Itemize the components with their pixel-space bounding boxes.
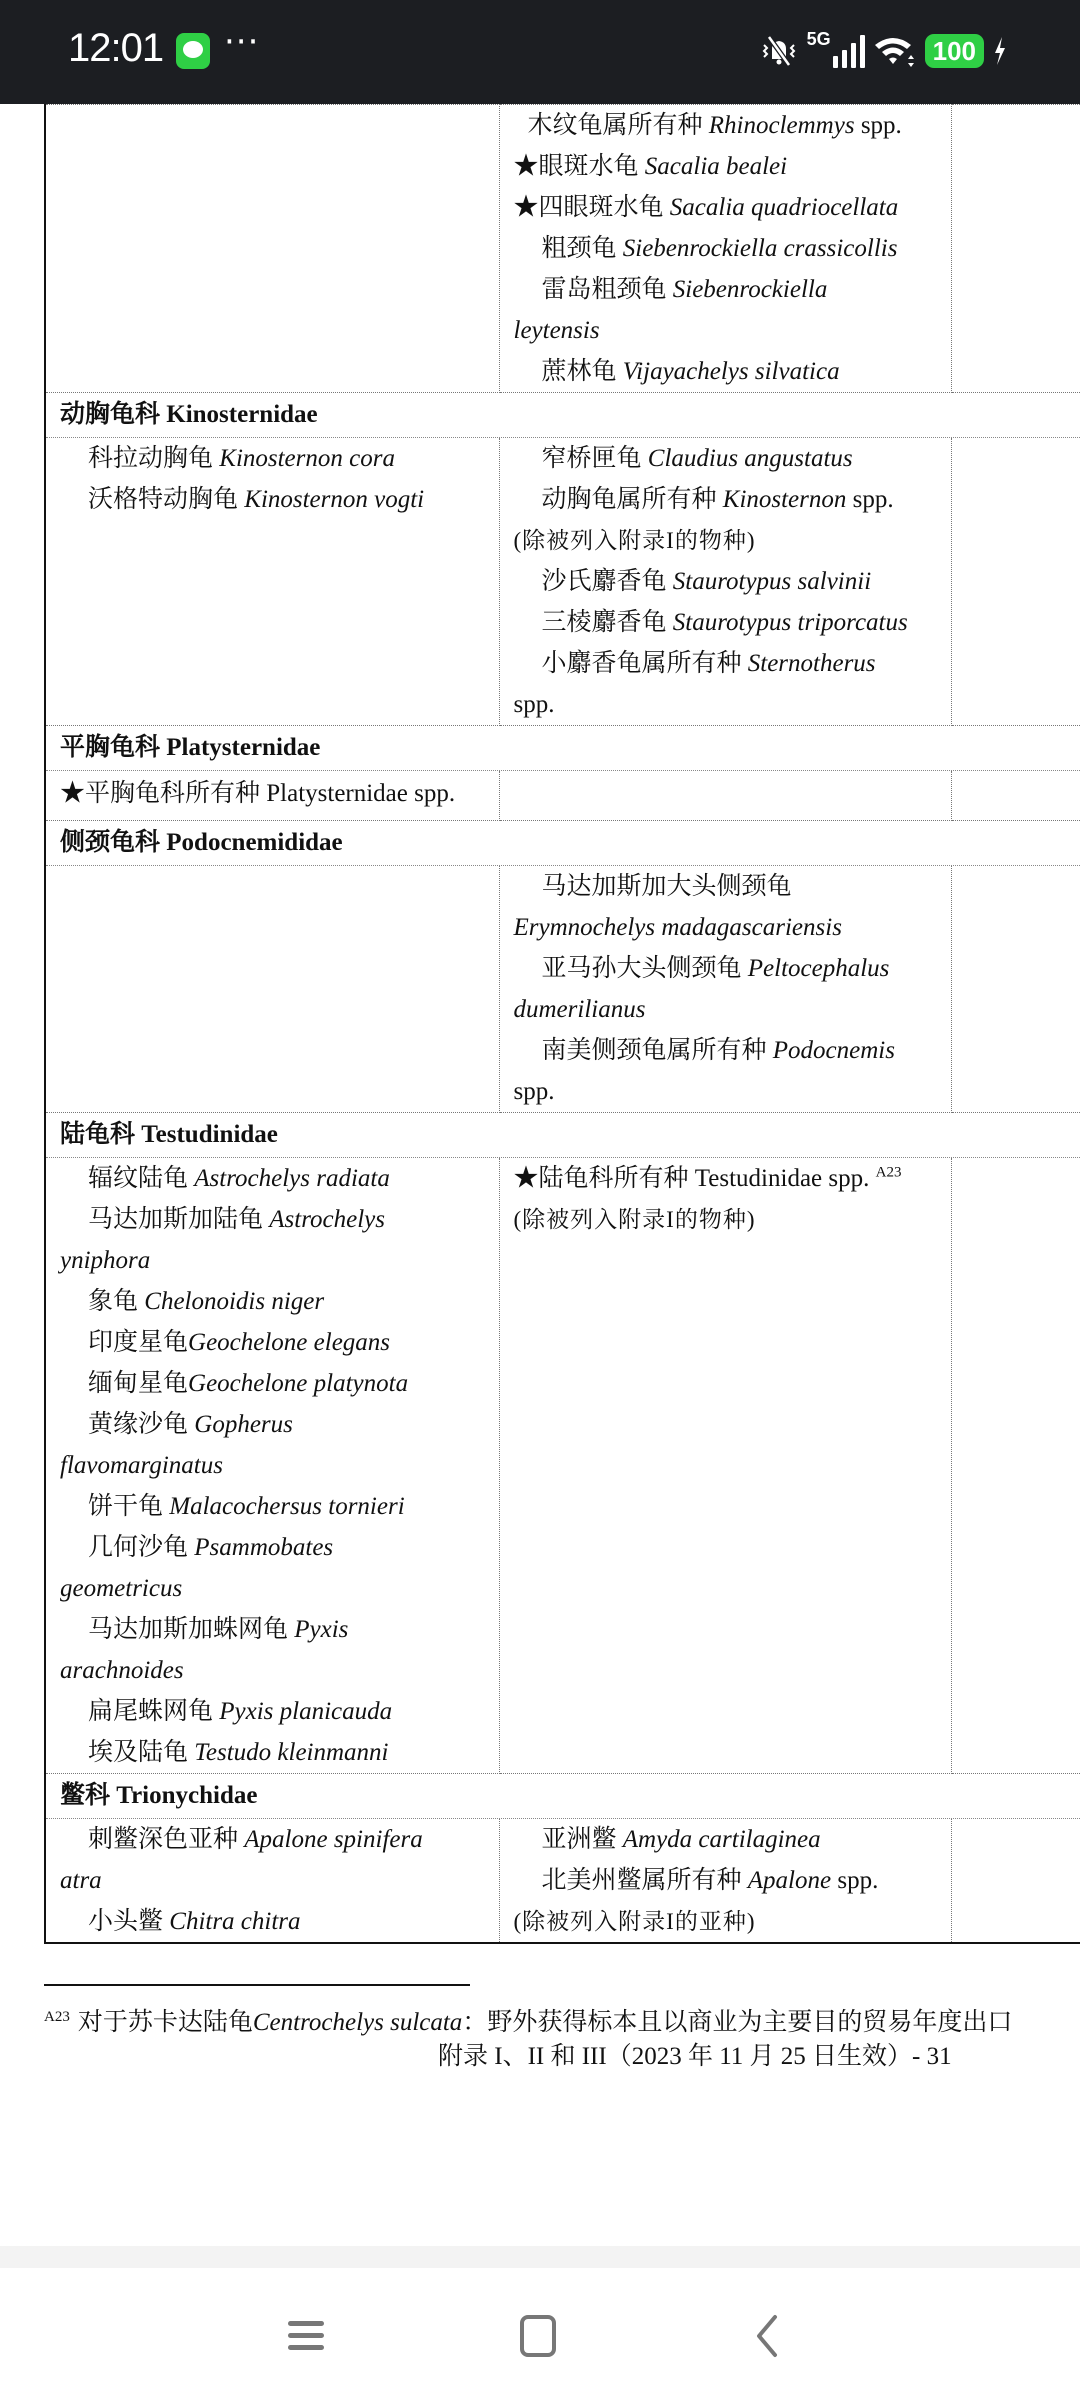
- species-entry: [514, 1199, 937, 1240]
- common-name: 南美侧颈龟属所有种: [541, 1037, 773, 1064]
- scientific-name: Testudo kleinmanni: [194, 1739, 389, 1766]
- scientific-name: Staurotypus salvinii: [672, 568, 872, 595]
- scientific-name: Erymnochelys madagascariensis: [513, 914, 842, 941]
- common-name: 印度星龟: [88, 1329, 189, 1356]
- scientific-name: Claudius angustatus: [647, 445, 853, 472]
- appendix-i-cell: [45, 866, 499, 1113]
- more-dots-icon: ···: [224, 22, 260, 62]
- appendix-i-cell: [45, 1158, 499, 1774]
- species-entry: [60, 1281, 485, 1322]
- page-gap: [0, 2246, 1080, 2268]
- family-title: [45, 1113, 1080, 1158]
- common-name: 眼斑水龟: [538, 153, 645, 180]
- family-name-cn: 动胸龟科: [60, 401, 161, 428]
- family-name-cn: 平胸龟科: [60, 734, 161, 761]
- star-marker: ★: [513, 194, 539, 221]
- species-entry: [60, 1819, 485, 1860]
- common-name: 马达加斯加陆龟: [88, 1206, 270, 1233]
- family-title: [45, 393, 1080, 438]
- appendix-iii-cell: [951, 438, 1080, 726]
- common-name: 埃及陆龟: [88, 1739, 195, 1766]
- species-entry: [514, 1860, 937, 1901]
- scientific-name: Malacochersus tornieri: [169, 1493, 405, 1520]
- scientific-name: Pyxis planicauda: [219, 1698, 393, 1725]
- scientific-name: Pyxis: [294, 1616, 349, 1643]
- common-name: 亚洲鳖: [541, 1826, 623, 1853]
- home-icon: [518, 2314, 558, 2358]
- scientific-name: Chitra chitra: [169, 1908, 301, 1935]
- system-status-icons: [759, 28, 1008, 74]
- scientific-name: yniphora: [60, 1247, 151, 1274]
- species-entry: [60, 1486, 485, 1527]
- appendix-iii-cell: [951, 1819, 1080, 1944]
- species-entry: [60, 1404, 485, 1445]
- scientific-name: leytensis: [513, 317, 600, 344]
- appendix-ii-cell: [499, 1158, 951, 1774]
- species-row: [45, 1819, 1080, 1944]
- species-row: [45, 438, 1080, 726]
- species-row: [45, 771, 1080, 821]
- family-name-en: Platysternidae: [166, 734, 321, 761]
- common-name: 动胸龟属所有种: [541, 486, 723, 513]
- family-name-en: Podocnemididae: [166, 829, 343, 856]
- common-name: 木纹龟属所有种: [527, 112, 709, 139]
- species-entry: [514, 479, 937, 520]
- family-name-en: Trionychidae: [116, 1782, 258, 1809]
- species-entry: [60, 1609, 485, 1650]
- scientific-name: Kinosternon: [722, 486, 847, 513]
- common-name: 沙氏麝香龟: [541, 568, 673, 595]
- common-name: 马达加斯加大头侧颈龟: [541, 873, 792, 900]
- species-entry: [514, 187, 937, 228]
- common-name: 亚马孙大头侧颈龟: [541, 955, 748, 982]
- footnote-divider: [44, 1984, 470, 1986]
- vibrate-mute-icon: [759, 31, 799, 71]
- appendix-ii-cell: [499, 771, 951, 821]
- species-entry: [60, 438, 485, 479]
- navigation-bar: [0, 2268, 1080, 2400]
- common-name: 窄桥匣龟: [541, 445, 648, 472]
- common-name: 小麝香龟属所有种: [541, 650, 748, 677]
- scientific-name: Astrochelys: [269, 1206, 385, 1233]
- scientific-name: Peltocephalus: [747, 955, 890, 982]
- family-name-en: Testudinidae: [141, 1121, 278, 1148]
- family-name-cn: 鳖科: [60, 1782, 111, 1809]
- common-name: 雷岛粗颈龟: [541, 276, 673, 303]
- table-row-continuation: [45, 105, 1080, 393]
- appendix-i-cell: [45, 771, 499, 821]
- charging-icon: [992, 36, 1008, 66]
- common-name: 蔗林龟: [541, 358, 623, 385]
- common-name: 小头鳖: [88, 1908, 170, 1935]
- species-entry: [514, 643, 937, 684]
- back-icon: [751, 2314, 781, 2358]
- species-entry: [60, 1691, 485, 1732]
- star-marker: ★: [513, 153, 539, 180]
- appendix-ii-cell: [499, 1819, 951, 1944]
- species-entry: [514, 310, 937, 351]
- scientific-name: Apalone spinifera: [244, 1826, 423, 1853]
- common-name: 沃格特动胸龟: [88, 486, 245, 513]
- species-entry: [514, 1030, 937, 1071]
- species-entry: [60, 1199, 485, 1240]
- species-entry: [60, 1732, 485, 1773]
- scientific-name: Sacalia quadriocellata: [669, 194, 899, 221]
- name-suffix: spp.: [831, 1867, 879, 1894]
- common-name: 四眼斑水龟: [538, 194, 670, 221]
- species-entry: [60, 1240, 485, 1281]
- battery-icon: 100: [925, 34, 984, 68]
- common-name: 刺鳖深色亚种: [88, 1826, 245, 1853]
- family-header-row: [45, 821, 1080, 866]
- scientific-name: Sternotherus: [747, 650, 876, 677]
- common-name: spp.: [513, 1078, 555, 1105]
- name-suffix: spp.: [854, 112, 902, 139]
- scientific-name: Apalone: [747, 1867, 832, 1894]
- wifi-icon: [873, 33, 917, 69]
- common-name: 缅甸星龟: [88, 1370, 189, 1397]
- family-header-row: [45, 1113, 1080, 1158]
- species-entry: [514, 1071, 937, 1112]
- recents-icon: [286, 2316, 326, 2356]
- scientific-name: Geochelone platynota: [188, 1370, 409, 1397]
- network-type: 5G: [806, 28, 831, 49]
- family-title: [45, 726, 1080, 771]
- common-name: (除被列入附录I的亚种): [513, 1909, 756, 1934]
- species-row: [45, 866, 1080, 1113]
- scientific-name: Siebenrockiella: [672, 276, 828, 303]
- family-header-row: [45, 393, 1080, 438]
- scientific-name: Gopherus: [194, 1411, 293, 1438]
- common-name: 辐纹陆龟: [88, 1165, 195, 1192]
- common-name: 北美州鳖属所有种: [541, 1867, 748, 1894]
- family-name-cn: 陆龟科: [60, 1121, 136, 1148]
- species-entry: [60, 1901, 485, 1942]
- scientific-name: Podocnemis: [772, 1037, 895, 1064]
- common-name: 几何沙龟: [88, 1534, 195, 1561]
- scientific-name: Kinosternon cora: [219, 445, 395, 472]
- species-entry: [60, 771, 485, 817]
- species-row: [45, 1158, 1080, 1774]
- species-entry: [514, 602, 937, 643]
- species-entry: [514, 866, 937, 907]
- species-entry: [514, 269, 937, 310]
- scientific-name: Staurotypus triporcatus: [672, 609, 908, 636]
- species-entry: [514, 1158, 937, 1199]
- scientific-name: Geochelone elegans: [188, 1329, 391, 1356]
- scientific-name: Kinosternon vogti: [244, 486, 425, 513]
- common-name: 科拉动胸龟: [88, 445, 220, 472]
- status-time: 12:01: [68, 26, 164, 70]
- scientific-name: arachnoides: [60, 1657, 184, 1684]
- family-title: [45, 821, 1080, 866]
- scientific-name: Chelonoidis niger: [144, 1288, 325, 1315]
- species-entry: [514, 1901, 937, 1942]
- footnote-ref: A23: [875, 1164, 902, 1181]
- scientific-name: geometricus: [60, 1575, 183, 1602]
- species-entry: [60, 1363, 485, 1404]
- appendix-iii-cell: [951, 866, 1080, 1113]
- appendix-iii-cell: [951, 1158, 1080, 1774]
- common-name: ★平胸龟科所有种 Platysternidae spp.: [60, 780, 456, 807]
- appendix-i-cell: [45, 105, 499, 393]
- species-entry: [60, 1158, 485, 1199]
- scientific-name: dumerilianus: [513, 996, 646, 1023]
- species-entry: [60, 1527, 485, 1568]
- species-entry: [514, 228, 937, 269]
- species-entry: [60, 1445, 485, 1486]
- appendix-ii-cell: [499, 105, 951, 393]
- species-entry: [60, 1322, 485, 1363]
- status-bar: [0, 0, 1080, 104]
- scientific-name: flavomarginatus: [60, 1452, 223, 1479]
- common-name: (除被列入附录I的物种): [513, 528, 756, 553]
- scientific-name: Amyda cartilaginea: [622, 1826, 821, 1853]
- scientific-name: Vijayachelys silvatica: [622, 358, 840, 385]
- species-entry: [514, 1819, 937, 1860]
- home-button[interactable]: [508, 2306, 568, 2366]
- footnote-marker: A23: [44, 2008, 70, 2025]
- appendix-iii-cell: [951, 771, 1080, 821]
- species-entry: [514, 989, 937, 1030]
- species-entry: [514, 684, 937, 725]
- document-page[interactable]: [0, 104, 1080, 2244]
- page-footer: 附录 I、II 和 III（2023 年 11 月 25 日生效）- 31: [438, 2043, 952, 2070]
- species-entry: [60, 1650, 485, 1691]
- common-name: ★陆龟科所有种 Testudinidae spp.: [513, 1165, 876, 1192]
- cites-appendix-table: [44, 104, 1080, 1944]
- family-header-row: [45, 726, 1080, 771]
- common-name: 饼干龟: [88, 1493, 170, 1520]
- species-entry: [514, 351, 937, 392]
- appendix-i-cell: [45, 438, 499, 726]
- family-header-row: [45, 1774, 1080, 1819]
- common-name: 粗颈龟: [541, 235, 623, 262]
- back-button[interactable]: [736, 2306, 796, 2366]
- species-entry: [514, 561, 937, 602]
- species-entry: [60, 479, 485, 520]
- scientific-name: atra: [60, 1867, 102, 1894]
- common-name: (除被列入附录I的物种): [513, 1207, 756, 1232]
- common-name: 黄缘沙龟: [88, 1411, 195, 1438]
- scientific-name: Siebenrockiella crassicollis: [622, 235, 898, 262]
- messages-icon: [176, 33, 210, 69]
- species-entry: [514, 948, 937, 989]
- footnote-a23: $^{A23}$ 对于苏卡达陆龟Centrochelys sulcata：野外获得标本且以商业为主要目的贸易年度出口: [44, 2008, 1013, 2036]
- family-title: [45, 1774, 1080, 1819]
- appendix-ii-cell: [499, 438, 951, 726]
- scientific-name: Rhinoclemmys: [708, 112, 855, 139]
- species-entry: [514, 907, 937, 948]
- family-name-en: Kinosternidae: [166, 401, 318, 428]
- appendix-iii-cell: [951, 105, 1080, 393]
- scientific-name: Astrochelys radiata: [194, 1165, 390, 1192]
- common-name: 三棱麝香龟: [541, 609, 673, 636]
- appendix-ii-cell: [499, 866, 951, 1113]
- appendix-i-cell: [45, 1819, 499, 1944]
- species-entry: [514, 438, 937, 479]
- common-name: 扁尾蛛网龟: [88, 1698, 220, 1725]
- species-entry: [514, 520, 937, 561]
- common-name: 马达加斯加蛛网龟: [88, 1616, 295, 1643]
- common-name: spp.: [513, 691, 555, 718]
- signal-icon: [833, 34, 865, 68]
- scientific-name: Sacalia bealei: [644, 153, 788, 180]
- recents-button[interactable]: [276, 2306, 336, 2366]
- family-name-cn: 侧颈龟科: [60, 829, 161, 856]
- species-entry: [514, 146, 937, 187]
- common-name: 象龟: [88, 1288, 145, 1315]
- species-entry: [60, 1860, 485, 1901]
- scientific-name: Psammobates: [194, 1534, 334, 1561]
- species-entry: [514, 105, 937, 146]
- species-entry: [60, 1568, 485, 1609]
- name-suffix: spp.: [846, 486, 894, 513]
